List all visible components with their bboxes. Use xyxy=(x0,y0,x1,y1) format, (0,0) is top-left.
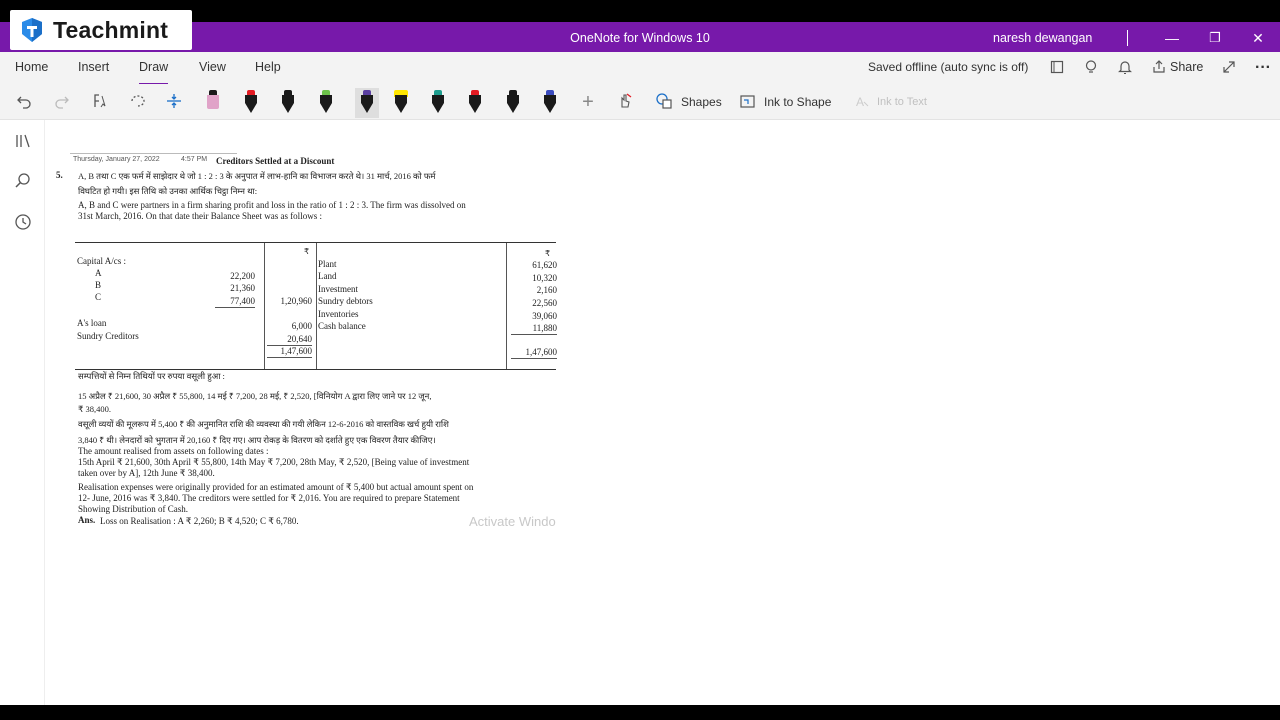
creditors-label: Sundry Creditors xyxy=(77,331,139,341)
answer-label: Ans. xyxy=(78,515,96,525)
tab-view[interactable]: View xyxy=(199,60,226,74)
hindi-realisation-line-2: 15 अप्रैल ₹ 21,600, 30 अप्रैल ₹ 55,800, 14 मई ₹ 7,200, 28 मई, ₹ 2,520, [विनियोग A द्वारा लिए जाने पर 12 जून, xyxy=(78,391,432,401)
hindi-realisation-line-4: वसूली व्ययों की मूलरूप में 5,400 ₹ की अनुमानित राशि की व्यवस्था की गयी लेकिन 12-6-2016 को वास्तविक खर्च हुयी राशि xyxy=(78,419,449,429)
shapes-icon[interactable] xyxy=(654,92,674,112)
asset-name: Plant xyxy=(318,259,337,269)
pen-red-2-icon[interactable] xyxy=(467,90,483,116)
sync-status: Saved offline (auto sync is off) xyxy=(868,60,1029,74)
title-bar xyxy=(0,22,1280,52)
loan-label: A's loan xyxy=(77,318,107,328)
add-pen-icon[interactable]: + xyxy=(582,91,594,113)
expand-icon[interactable] xyxy=(1220,59,1238,77)
english-realisation-line-6: Showing Distribution of Cash. xyxy=(78,504,189,514)
teachmint-logo xyxy=(10,10,192,50)
pen-purple-selected-icon[interactable] xyxy=(355,88,379,118)
rupee-header: ₹ xyxy=(304,247,310,256)
asset-amount: 61,620 xyxy=(532,260,557,270)
share-icon[interactable] xyxy=(1150,59,1168,77)
english-question-line-1: A, B and C were partners in a firm sharing profit and loss in the ratio of 1 : 2 : 3. The firm was dissolved on xyxy=(78,200,466,210)
recent-notes-icon[interactable] xyxy=(12,213,34,235)
asset-name: Inventories xyxy=(318,309,359,319)
hindi-realisation-line-5: 3,840 ₹ थी। लेनदारों को भुगतान में 20,160 ₹ दिए गए। आप रोकड़ के वितरण को दर्शाते हुए एक विवरण तैयार कीजिए। xyxy=(78,435,436,445)
pen-red-icon[interactable] xyxy=(243,90,259,116)
add-space-icon[interactable] xyxy=(164,92,184,112)
partner-amount: 22,200 xyxy=(230,271,255,281)
answer-text: Loss on Realisation : A ₹ 2,260; B ₹ 4,520; C ₹ 6,780. xyxy=(100,516,299,526)
ink-to-text-button[interactable]: Ink to Text xyxy=(877,96,927,108)
english-realisation-line-5: 12- June, 2016 was ₹ 3,840. The creditors were settled for ₹ 2,016. You are required to prepare Statement xyxy=(78,493,460,503)
hindi-question-line-2: विघटित हो गयी। इस तिथि को उनका आर्थिक चिट्ठा निम्न था: xyxy=(78,186,258,196)
question-number: 5. xyxy=(56,170,63,180)
hindi-realisation-line-3: ₹ 38,400. xyxy=(78,404,112,414)
close-button[interactable]: ✕ xyxy=(1252,30,1264,46)
draw-toolbar xyxy=(0,84,1280,120)
partner-name: A xyxy=(95,268,102,278)
english-realisation-line-3: taken over by A], 12th June ₹ 38,400. xyxy=(78,468,215,478)
notebooks-icon[interactable] xyxy=(12,132,34,154)
top-black-bar xyxy=(0,0,1280,22)
pen-black-icon[interactable] xyxy=(280,90,296,116)
more-options-button[interactable]: ··· xyxy=(1255,59,1271,76)
left-sidebar xyxy=(0,120,45,705)
ink-to-shape-icon[interactable] xyxy=(738,92,758,112)
asset-name: Land xyxy=(318,271,337,281)
note-page-image xyxy=(56,150,565,530)
partner-amount: 21,360 xyxy=(230,283,255,293)
asset-name: Sundry debtors xyxy=(318,296,373,306)
asset-amount: 11,880 xyxy=(511,323,557,335)
minimize-button[interactable]: — xyxy=(1165,30,1179,46)
pen-teal-icon[interactable] xyxy=(430,90,446,116)
pen-green-icon[interactable] xyxy=(318,90,334,116)
balance-sheet-table xyxy=(75,242,556,370)
bs-divider xyxy=(506,243,507,369)
type-select-icon[interactable] xyxy=(90,92,110,112)
partner-name: C xyxy=(95,292,102,302)
partner-name: B xyxy=(95,280,102,290)
ink-to-shape-button[interactable]: Ink to Shape xyxy=(764,95,832,109)
assets-total: 1,47,600 xyxy=(511,347,557,359)
capital-total: 1,20,960 xyxy=(280,296,312,306)
tab-home[interactable]: Home xyxy=(15,60,49,74)
note-time: 4:57 PM xyxy=(181,156,208,163)
bs-divider xyxy=(316,243,317,369)
search-icon[interactable] xyxy=(12,172,34,194)
share-button[interactable]: Share xyxy=(1170,60,1204,74)
asset-amount: 39,060 xyxy=(532,311,557,321)
pen-black-2-icon[interactable] xyxy=(505,90,521,116)
bottom-black-bar xyxy=(0,705,1280,720)
bell-icon[interactable] xyxy=(1116,59,1134,77)
rupee-header: ₹ xyxy=(545,249,551,258)
restore-button[interactable]: ❐ xyxy=(1209,30,1221,45)
window-title: OneNote for Windows 10 xyxy=(570,31,710,45)
lightbulb-icon[interactable] xyxy=(1082,59,1100,77)
capital-label: Capital A/cs : xyxy=(77,256,126,266)
english-realisation-line-1: The amount realised from assets on following dates : xyxy=(78,446,269,456)
asset-name: Cash balance xyxy=(318,321,366,331)
asset-amount: 22,560 xyxy=(532,298,557,308)
english-realisation-line-4: Realisation expenses were originally provided for an estimated amount of ₹ 5,400 but actual amount spent on xyxy=(78,482,474,492)
partner-amount: 77,400 xyxy=(215,296,255,308)
lasso-select-icon[interactable] xyxy=(128,92,148,112)
hindi-question-line-1: A, B तथा C एक फर्म में साझेदार थे जो 1 : 2 : 3 के अनुपात में लाभ-हानि का विभाजन करते थे। 31 मार्च, 2016 को फर्म xyxy=(78,171,436,181)
shapes-button[interactable]: Shapes xyxy=(681,95,722,109)
asset-name: Investment xyxy=(318,284,358,294)
ink-replay-icon[interactable] xyxy=(615,92,635,112)
bs-divider xyxy=(264,243,265,369)
highlighter-yellow-icon[interactable] xyxy=(392,90,410,116)
title-separator xyxy=(1127,30,1128,46)
hindi-realisation-line-1: सम्पत्तियों से निम्न तिथियों पर रुपया वसूली हुआ : xyxy=(78,371,225,381)
menu-bar xyxy=(0,52,1280,84)
asset-amount: 2,160 xyxy=(536,285,557,295)
section-heading: Creditors Settled at a Discount xyxy=(216,156,335,166)
english-realisation-line-2: 15th April ₹ 21,600, 30th April ₹ 55,800, 14th May ₹ 7,200, 28th May, ₹ 2,520, [Being value of investment xyxy=(78,457,470,467)
user-name[interactable]: naresh dewangan xyxy=(993,31,1093,45)
teachmint-logo-icon xyxy=(18,16,46,44)
tab-draw[interactable]: Draw xyxy=(139,52,168,85)
title-divider xyxy=(70,153,237,154)
english-question-line-2: 31st March, 2016. On that date their Balance Sheet was as follows : xyxy=(78,211,322,221)
ink-to-text-icon[interactable] xyxy=(852,92,872,112)
pen-blue-icon[interactable] xyxy=(542,90,558,116)
liabilities-total: 1,47,600 xyxy=(267,346,312,358)
redo-icon[interactable] xyxy=(52,92,72,112)
loan-amount: 6,000 xyxy=(291,321,312,331)
tab-help[interactable]: Help xyxy=(255,60,281,74)
asset-amount: 10,320 xyxy=(532,273,557,283)
tab-insert[interactable]: Insert xyxy=(78,60,110,74)
notebook-icon[interactable] xyxy=(1048,59,1066,77)
pen-pink-icon[interactable] xyxy=(205,90,221,116)
undo-icon[interactable] xyxy=(14,92,34,112)
svg-text:A: A xyxy=(856,95,865,109)
note-date: Thursday, January 27, 2022 xyxy=(73,156,160,163)
activate-windows-watermark: Activate Windo xyxy=(469,514,556,529)
creditors-amount: 20,640 xyxy=(267,334,312,346)
logo-text: Teachmint xyxy=(53,16,169,43)
